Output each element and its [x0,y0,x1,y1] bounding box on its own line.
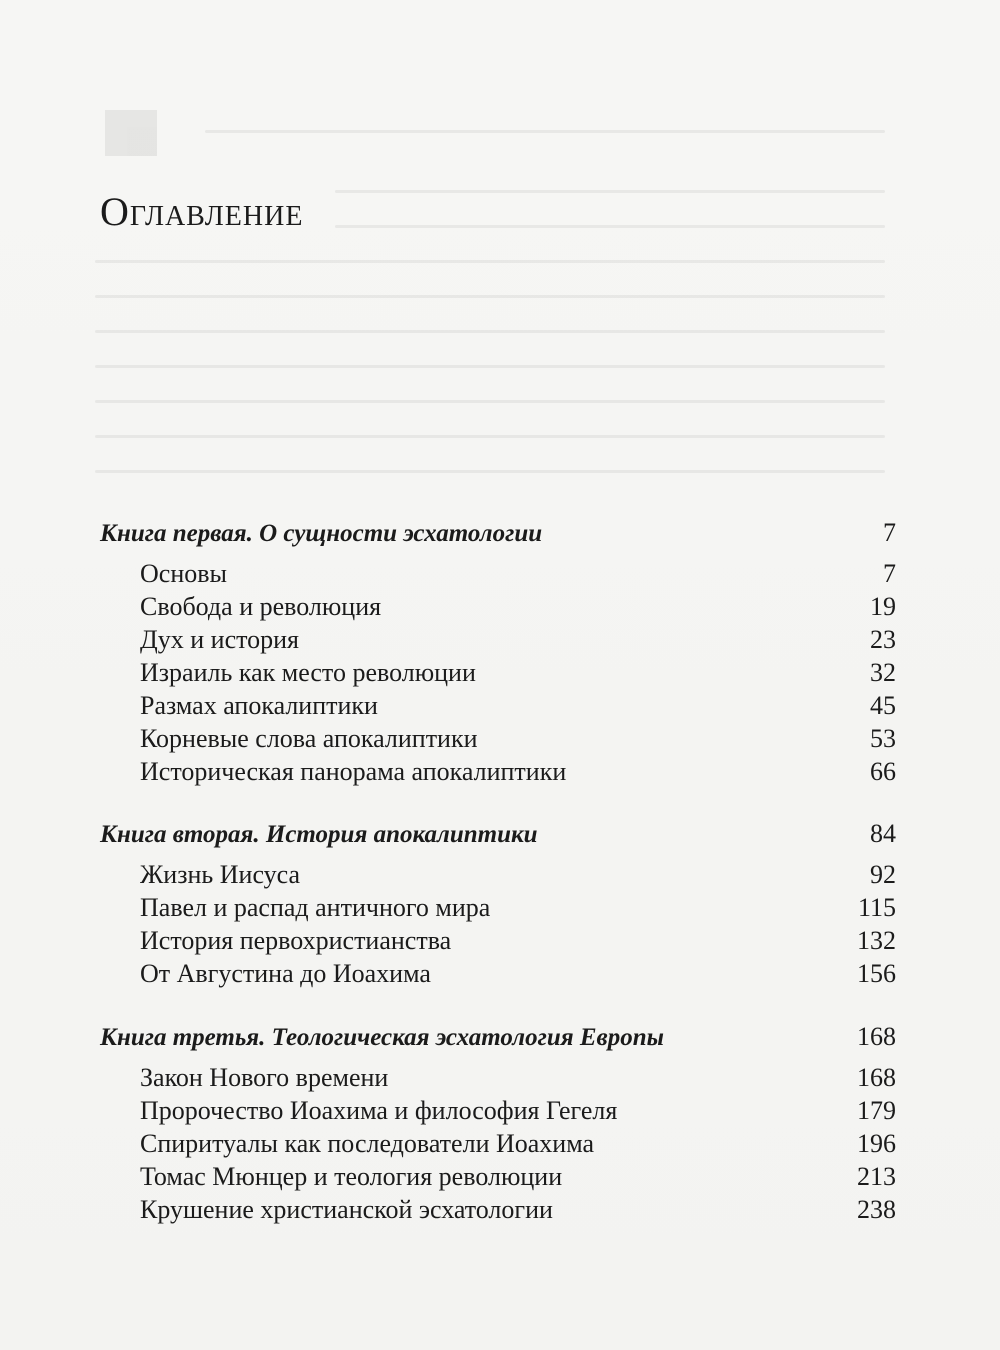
chapter-title: Дух и история [140,625,299,654]
page-title: Оглавление [100,189,304,234]
toc-entry[interactable] [100,858,896,891]
toc-entry[interactable] [100,722,896,755]
toc-book-heading[interactable] [100,817,896,850]
chapter-title: Израиль как место революции [140,658,476,687]
toc-entry[interactable] [100,1127,896,1160]
page-number: 168 [857,1022,896,1051]
chapter-title: Томас Мюнцер и теология революции [140,1162,563,1191]
toc-entry[interactable] [100,957,896,990]
page-number: 92 [870,860,896,889]
chapter-title: От Августина до Иоахима [140,959,431,988]
toc-book-heading[interactable] [100,1020,896,1053]
page-number: 7 [883,559,896,588]
page-number: 179 [857,1096,896,1125]
page-number: 168 [857,1063,896,1092]
toc-entry[interactable] [100,656,896,689]
toc-book-1 [100,516,896,788]
toc-entry[interactable] [100,590,896,623]
toc-entry[interactable] [100,1061,896,1094]
toc-book-3 [100,1020,896,1226]
toc-entry[interactable] [100,924,896,957]
toc-book-heading[interactable] [100,516,896,549]
chapter-title: Свобода и революция [140,592,382,621]
page-number: 45 [870,691,896,720]
toc-entry[interactable] [100,1193,896,1226]
page-number: 156 [857,959,896,988]
page-number: 7 [883,518,896,547]
chapter-title: Размах апокалиптики [140,691,378,720]
show-through-text [95,110,895,510]
chapter-title: Пророчество Иоахима и философия Гегеля [140,1096,618,1125]
page-number: 196 [857,1129,896,1158]
toc-entry[interactable] [100,1160,896,1193]
page-number: 19 [870,592,896,621]
page-number: 84 [870,819,896,848]
chapter-title: Жизнь Иисуса [140,860,301,889]
page-number: 66 [870,757,896,786]
chapter-title: Крушение христианской эсхатологии [140,1195,553,1224]
page-number: 115 [857,893,896,922]
chapter-title: Закон Нового времени [140,1063,389,1092]
toc-entry[interactable] [100,557,896,590]
toc-entry[interactable] [100,891,896,924]
book-title: Книга первая. О сущности эсхатологии [100,520,543,547]
page-number: 53 [870,724,896,753]
page-number: 238 [857,1195,896,1224]
page-number: 213 [857,1162,896,1191]
toc-entry[interactable] [100,755,896,788]
toc-entry[interactable] [100,623,896,656]
page-number: 132 [857,926,896,955]
page-number: 23 [870,625,896,654]
toc-book-2 [100,817,896,990]
chapter-title: Павел и распад античного мира [140,893,491,922]
toc-entry[interactable] [100,689,896,722]
book-title: Книга третья. Теологическая эсхатология Европы [100,1024,664,1051]
chapter-title: Историческая панорама апокалиптики [140,757,567,786]
page-number: 32 [870,658,896,687]
book-title: Книга вторая. История апокалиптики [100,821,538,848]
chapter-title: Основы [140,559,227,588]
chapter-title: История первохристианства [140,926,452,955]
chapter-title: Корневые слова апокалиптики [140,724,478,753]
toc-entry[interactable] [100,1094,896,1127]
chapter-title: Спиритуалы как последователи Иоахима [140,1129,595,1158]
